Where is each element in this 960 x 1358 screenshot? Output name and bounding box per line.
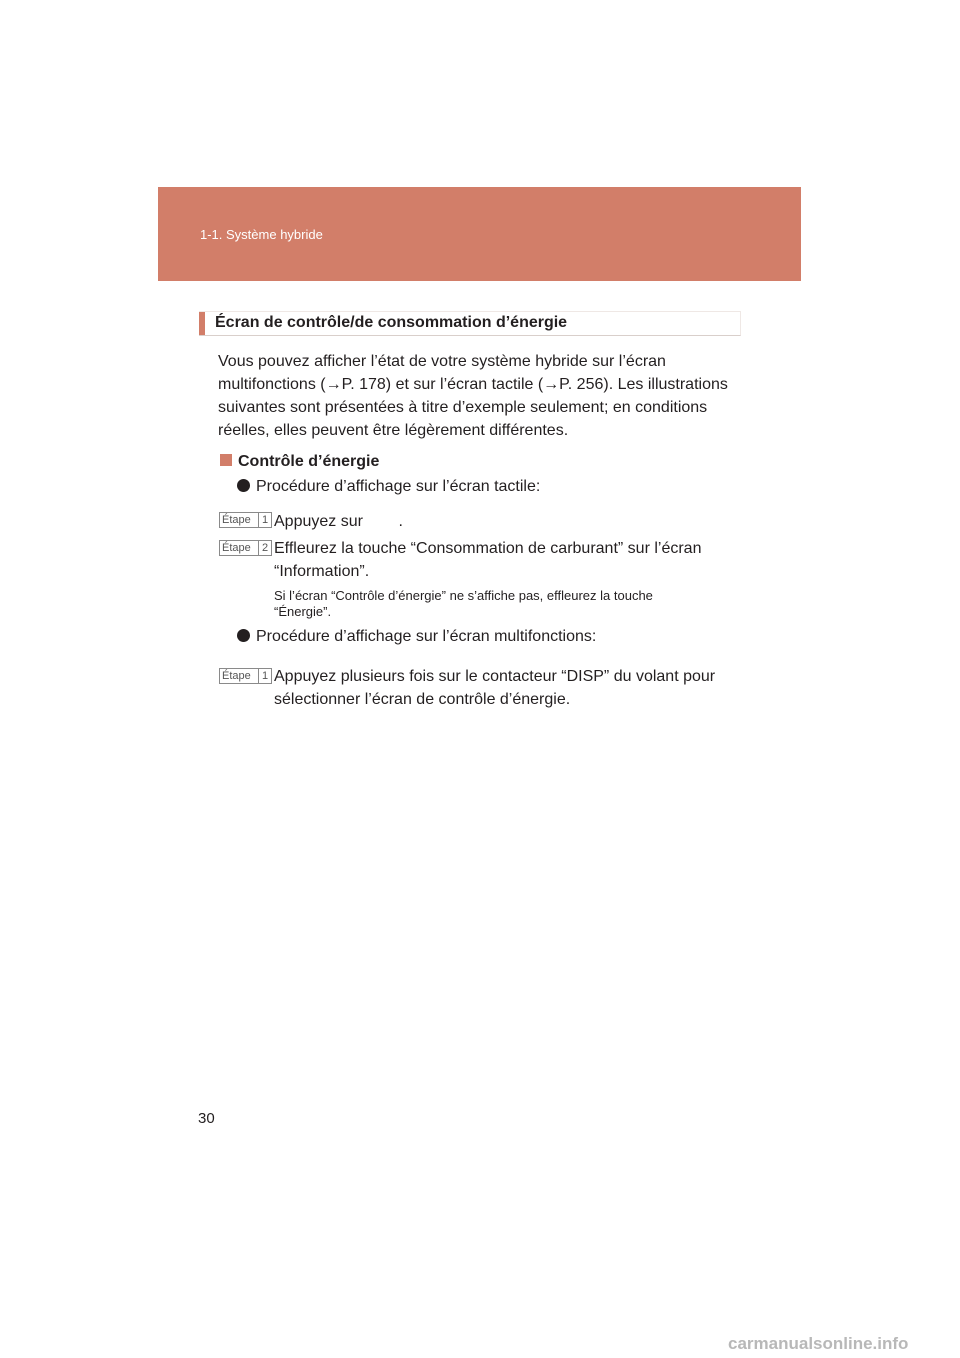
- bullet-text: Procédure d’affichage sur l’écran tactile:: [256, 478, 541, 495]
- header-band: [158, 187, 801, 281]
- step-badge: [219, 668, 272, 684]
- section-header: 1-1. Système hybride: [200, 227, 323, 242]
- section-title-box: [199, 311, 741, 336]
- step-number: 2: [258, 541, 271, 555]
- bullet-item: [237, 478, 540, 496]
- bullet-dot-icon: [237, 479, 250, 492]
- sub-heading: [220, 453, 379, 471]
- bullet-dot-icon: [237, 629, 250, 642]
- intro-line: réelles, elles peuvent être légèrement différentes.: [218, 422, 569, 439]
- step-text: [274, 665, 736, 711]
- bullet-text: Procédure d’affichage sur l’écran multifonctions:: [256, 628, 597, 645]
- note-line: “Énergie”.: [274, 604, 332, 619]
- title-accent-bar: [199, 312, 205, 335]
- step-line: Appuyez plusieurs fois sur le contacteur “DISP” du volant pour: [274, 668, 716, 685]
- watermark: carmanualsonline.info: [728, 1334, 909, 1353]
- step-text: [274, 537, 736, 583]
- step-badge: [219, 512, 272, 528]
- step-number: 1: [258, 513, 271, 527]
- step-line: “Information”.: [274, 563, 370, 580]
- step-label: Étape: [222, 542, 251, 554]
- step-line: Appuyez sur .: [274, 513, 403, 530]
- intro-line: multifonctions (→P. 178) et sur l’écran tactile (→P. 256). Les illustrations: [218, 376, 728, 393]
- step-number: 1: [258, 669, 271, 683]
- bullet-item: [237, 628, 596, 646]
- intro-paragraph: [218, 350, 736, 442]
- page-number: 30: [198, 1110, 215, 1127]
- step-label: Étape: [222, 514, 251, 526]
- sub-heading-text: Contrôle d’énergie: [238, 453, 380, 470]
- note-line: Si l’écran “Contrôle d’énergie” ne s’affiche pas, effleurez la touche: [274, 588, 653, 603]
- step-badge: [219, 540, 272, 556]
- step-note: [274, 588, 736, 620]
- step-label: Étape: [222, 670, 251, 682]
- intro-line: Vous pouvez afficher l’état de votre système hybride sur l’écran: [218, 353, 666, 370]
- square-bullet-icon: [220, 454, 232, 466]
- section-title: Écran de contrôle/de consommation d’énergie: [215, 314, 568, 331]
- step-text: [274, 510, 736, 533]
- step-line: sélectionner l’écran de contrôle d’énergie.: [274, 691, 571, 708]
- step-line: Effleurez la touche “Consommation de carburant” sur l’écran: [274, 540, 702, 557]
- intro-line: suivantes sont présentées à titre d’exemple seulement; en conditions: [218, 399, 708, 416]
